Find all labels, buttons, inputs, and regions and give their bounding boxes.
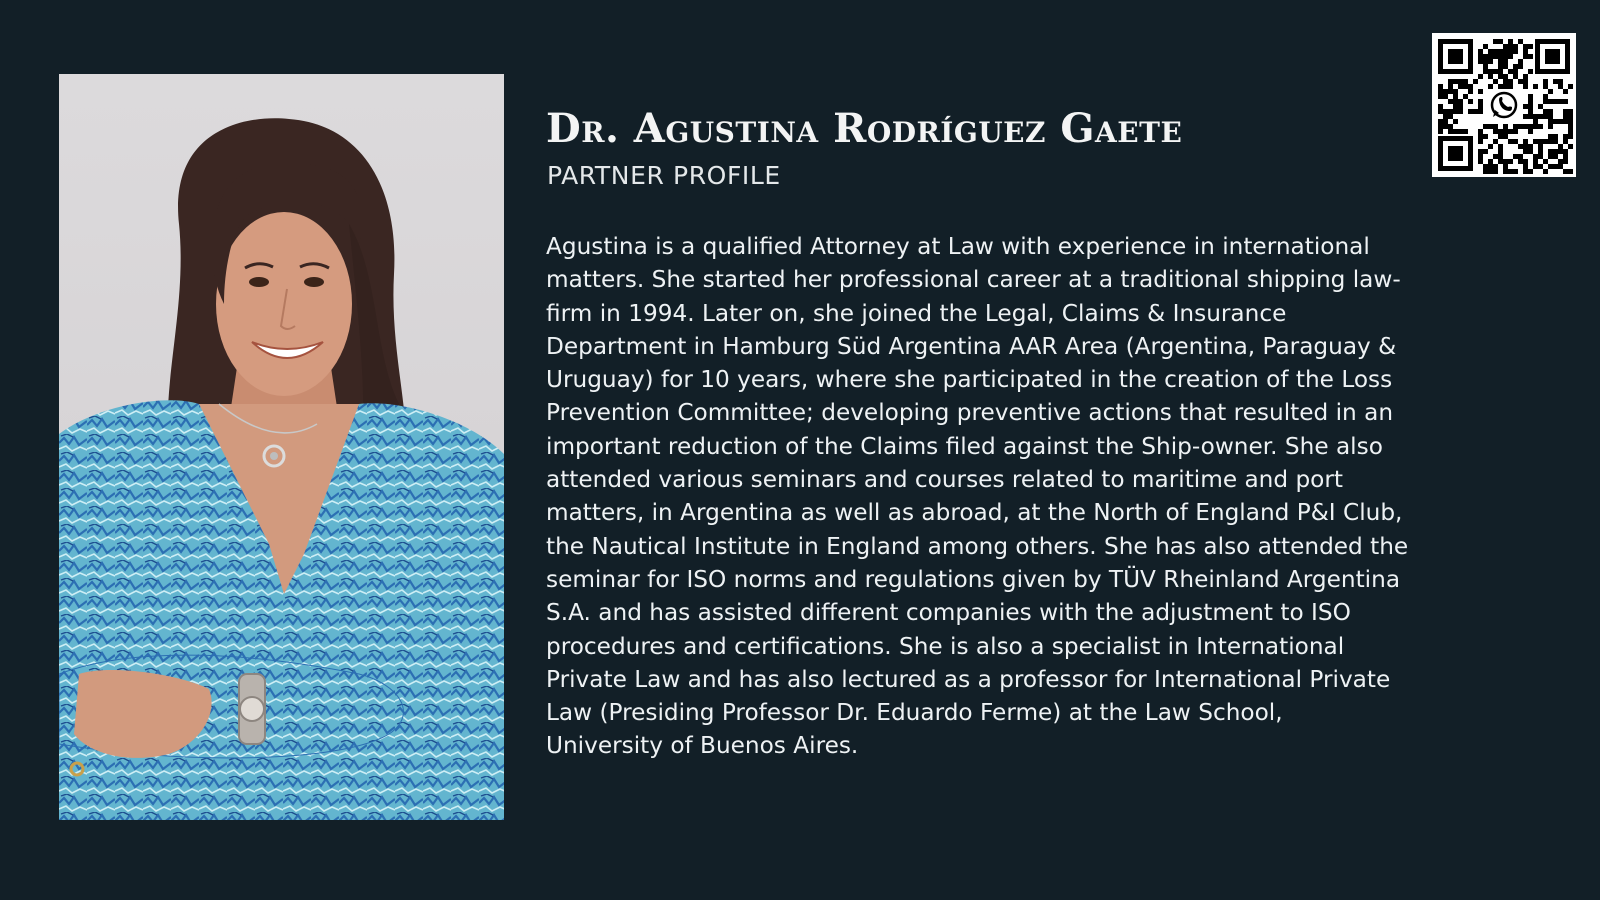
bio-line: matters. She started her professional career at a traditional shipping law- [546,266,1401,294]
whatsapp-qr-code[interactable] [1432,33,1576,177]
bio-line: firm in 1994. Later on, she joined the Legal, Claims & Insurance [546,299,1287,327]
bio-line: Prevention Committee; developing preventive actions that resulted in an [546,399,1394,427]
bio-line: Law (Presiding Professor Dr. Eduardo Ferme) at the Law School, [546,699,1283,727]
bio-line: attended various seminars and courses related to maritime and port [546,466,1343,494]
partner-name: Dr. Agustina Rodríguez Gaete [546,105,1183,152]
qr-code-graphic [1432,33,1576,177]
bio-line: procedures and certifications. She is also a specialist in International [546,632,1345,660]
bio-line: Uruguay) for 10 years, where she participated in the creation of the Loss [546,366,1393,394]
bio-line: matters, in Argentina as well as abroad, at the North of England P&I Club, [546,499,1403,527]
bio-line: Private Law and has also lectured as a professor for International Private [546,665,1391,693]
bio-line: seminar for ISO norms and regulations given by TÜV Rheinland Argentina [546,565,1401,593]
bio-line: S.A. and has assisted different companies with the adjustment to ISO [546,599,1351,627]
partner-photo [59,74,504,820]
bio-line: important reduction of the Claims filed against the Ship-owner. She also [546,432,1383,460]
bio-line: Agustina is a qualified Attorney at Law with experience in international [546,233,1370,260]
bio-line: the Nautical Institute in England among others. She has also attended the [546,532,1409,560]
portrait-illustration [59,74,504,820]
bio-line: University of Buenos Aires. [546,732,859,760]
biography [546,230,1526,763]
whatsapp-icon [1489,90,1519,120]
profile-subtitle: PARTNER PROFILE [547,161,781,190]
bio-line: Department in Hamburg Süd Argentina AAR Area (Argentina, Paraguay & [546,332,1397,360]
